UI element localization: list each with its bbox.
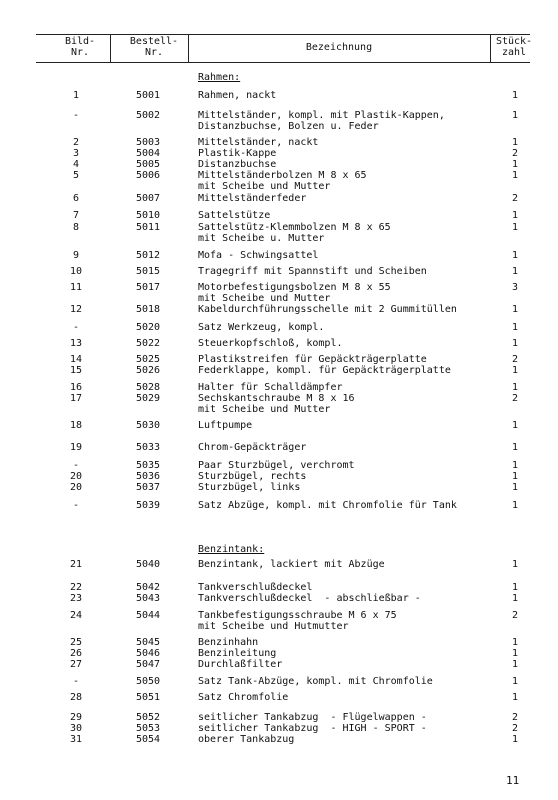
- part-quantity: 1: [511, 637, 519, 648]
- part-bild-nr: 2: [72, 137, 80, 148]
- part-description: mit Scheibe und Mutter: [198, 404, 331, 415]
- part-bestell-nr: 5025: [136, 354, 161, 365]
- part-bild-nr: 13: [69, 338, 83, 349]
- part-description: Sturzbügel, rechts: [198, 471, 307, 482]
- part-bild-nr: 15: [69, 365, 83, 376]
- part-description: mit Scheibe u. Mutter: [198, 233, 325, 244]
- part-bild-nr: 3: [72, 148, 80, 159]
- part-description: Mittelständer, kompl. mit Plastik-Kappen,: [198, 110, 445, 121]
- part-bild-nr: 14: [69, 354, 83, 365]
- part-quantity: 1: [511, 460, 519, 471]
- part-quantity: 1: [511, 482, 519, 493]
- part-description: Sattelstütz-Klemmbolzen M 8 x 65: [198, 222, 391, 233]
- part-bild-nr: 8: [72, 222, 80, 233]
- part-quantity: 1: [511, 266, 519, 277]
- part-quantity: 1: [511, 559, 519, 570]
- header-bestell-nr: [120, 36, 188, 58]
- header-bottom-rule: [36, 62, 530, 63]
- part-description: Tankverschlußdeckel - abschließbar -: [198, 593, 421, 604]
- part-bestell-nr: 5044: [136, 610, 161, 621]
- part-bild-nr: 26: [69, 648, 83, 659]
- part-description: seitlicher Tankabzug - HIGH - SPORT -: [198, 723, 427, 734]
- part-bestell-nr: 5020: [136, 322, 161, 333]
- part-description: mit Scheibe und Mutter: [198, 181, 331, 192]
- part-description: Satz Tank-Abzüge, kompl. mit Chromfolie: [198, 676, 433, 687]
- part-quantity: 1: [511, 442, 519, 453]
- part-description: Paar Sturzbügel, verchromt: [198, 460, 355, 471]
- part-quantity: 3: [511, 282, 519, 293]
- part-quantity: 1: [511, 90, 519, 101]
- part-bild-nr: -: [72, 110, 80, 121]
- part-quantity: 1: [511, 420, 519, 431]
- part-bestell-nr: 5047: [136, 659, 161, 670]
- part-bild-nr: 30: [69, 723, 83, 734]
- part-bild-nr: 18: [69, 420, 83, 431]
- part-bestell-nr: 5003: [136, 137, 161, 148]
- part-bild-nr: -: [72, 676, 80, 687]
- part-quantity: 2: [511, 393, 519, 404]
- part-description: Federklappe, kompl. für Gepäckträgerplatte: [198, 365, 451, 376]
- page-number: 11: [506, 774, 520, 787]
- part-description: Benzinhahn: [198, 637, 259, 648]
- part-quantity: 1: [511, 582, 519, 593]
- header-bestell-line1: Bestell-: [129, 36, 179, 47]
- header-stueck-line1: Stück-: [495, 36, 533, 47]
- part-bestell-nr: 5043: [136, 593, 161, 604]
- part-bestell-nr: 5004: [136, 148, 161, 159]
- part-bestell-nr: 5006: [136, 170, 161, 181]
- part-bild-nr: 23: [69, 593, 83, 604]
- part-quantity: 1: [511, 382, 519, 393]
- header-bild-line2: Nr.: [70, 47, 90, 58]
- part-bestell-nr: 5015: [136, 266, 161, 277]
- part-description: Plastik-Kappe: [198, 148, 277, 159]
- header-bild-nr: [50, 36, 110, 58]
- part-bestell-nr: 5026: [136, 365, 161, 376]
- part-bild-nr: 12: [69, 304, 83, 315]
- part-quantity: 2: [511, 193, 519, 204]
- part-quantity: 2: [511, 723, 519, 734]
- part-bild-nr: 16: [69, 382, 83, 393]
- part-bild-nr: 9: [72, 250, 80, 261]
- part-description: Mofa - Schwingsattel: [198, 250, 319, 261]
- part-description: Durchlaßfilter: [198, 659, 283, 670]
- part-description: Mittelständerbolzen M 8 x 65: [198, 170, 367, 181]
- part-quantity: 1: [511, 659, 519, 670]
- part-bild-nr: 20: [69, 482, 83, 493]
- part-quantity: 1: [511, 734, 519, 745]
- part-bestell-nr: 5052: [136, 712, 161, 723]
- header-stueck-line2: zahl: [501, 47, 527, 58]
- part-description: Tankverschlußdeckel: [198, 582, 313, 593]
- section-title: Rahmen:: [198, 72, 241, 83]
- header-bestell-line2: Nr.: [144, 47, 164, 58]
- part-bild-nr: 17: [69, 393, 83, 404]
- part-bestell-nr: 5051: [136, 692, 161, 703]
- part-description: Luftpumpe: [198, 420, 253, 431]
- part-bestell-nr: 5001: [136, 90, 161, 101]
- part-bestell-nr: 5050: [136, 676, 161, 687]
- part-description: Sattelstütze: [198, 210, 271, 221]
- part-bild-nr: 4: [72, 159, 80, 170]
- part-bild-nr: 7: [72, 210, 80, 221]
- part-description: Distanzbuchse, Bolzen u. Feder: [198, 121, 379, 132]
- part-description: Steuerkopfschloß, kompl.: [198, 338, 343, 349]
- part-description: Mittelständerfeder: [198, 193, 307, 204]
- part-description: seitlicher Tankabzug - Flügelwappen -: [198, 712, 427, 723]
- section-title: Benzintank:: [198, 544, 265, 555]
- part-quantity: 1: [511, 159, 519, 170]
- part-quantity: 1: [511, 137, 519, 148]
- header-stueckzahl: [490, 36, 538, 58]
- part-bestell-nr: 5037: [136, 482, 161, 493]
- part-bestell-nr: 5018: [136, 304, 161, 315]
- part-quantity: 1: [511, 471, 519, 482]
- part-description: Rahmen, nackt: [198, 90, 277, 101]
- part-bild-nr: 6: [72, 193, 80, 204]
- part-description: oberer Tankabzug: [198, 734, 295, 745]
- part-bild-nr: 11: [69, 282, 83, 293]
- part-quantity: 1: [511, 648, 519, 659]
- part-bild-nr: 5: [72, 170, 80, 181]
- part-bild-nr: 21: [69, 559, 83, 570]
- part-description: Plastikstreifen für Gepäckträgerplatte: [198, 354, 427, 365]
- part-description: mit Scheibe und Hutmutter: [198, 621, 349, 632]
- part-bild-nr: 19: [69, 442, 83, 453]
- part-bestell-nr: 5046: [136, 648, 161, 659]
- part-quantity: 1: [511, 676, 519, 687]
- part-description: Satz Chromfolie: [198, 692, 289, 703]
- part-quantity: 1: [511, 338, 519, 349]
- part-description: Benzinleitung: [198, 648, 277, 659]
- part-bestell-nr: 5040: [136, 559, 161, 570]
- part-bild-nr: 22: [69, 582, 83, 593]
- header-divider: [110, 34, 111, 62]
- part-bestell-nr: 5007: [136, 193, 161, 204]
- part-description: Tragegriff mit Spannstift und Scheiben: [198, 266, 427, 277]
- part-quantity: 1: [511, 304, 519, 315]
- part-quantity: 1: [511, 692, 519, 703]
- part-bestell-nr: 5002: [136, 110, 161, 121]
- part-quantity: 2: [511, 148, 519, 159]
- part-bild-nr: -: [72, 500, 80, 511]
- part-bestell-nr: 5029: [136, 393, 161, 404]
- part-bild-nr: 31: [69, 734, 83, 745]
- part-bestell-nr: 5054: [136, 734, 161, 745]
- header-bild-line1: Bild-: [64, 36, 96, 47]
- part-description: Sturzbügel, links: [198, 482, 301, 493]
- part-description: Mittelständer, nackt: [198, 137, 319, 148]
- part-quantity: 2: [511, 610, 519, 621]
- part-description: Benzintank, lackiert mit Abzüge: [198, 559, 385, 570]
- part-quantity: 1: [511, 110, 519, 121]
- part-bestell-nr: 5022: [136, 338, 161, 349]
- part-description: Chrom-Gepäckträger: [198, 442, 307, 453]
- part-description: Distanzbuchse: [198, 159, 277, 170]
- part-quantity: 1: [511, 250, 519, 261]
- part-bild-nr: 25: [69, 637, 83, 648]
- part-bild-nr: 1: [72, 90, 80, 101]
- part-bestell-nr: 5045: [136, 637, 161, 648]
- part-bild-nr: 24: [69, 610, 83, 621]
- part-description: Sechskantschraube M 8 x 16: [198, 393, 355, 404]
- part-bild-nr: 28: [69, 692, 83, 703]
- part-bild-nr: 29: [69, 712, 83, 723]
- part-description: mit Scheibe und Mutter: [198, 293, 331, 304]
- part-description: Motorbefestigungsbolzen M 8 x 55: [198, 282, 391, 293]
- part-description: Kabeldurchführungsschelle mit 2 Gummitüllen: [198, 304, 457, 315]
- part-bestell-nr: 5036: [136, 471, 161, 482]
- part-description: Tankbefestigungsschraube M 6 x 75: [198, 610, 397, 621]
- part-description: Satz Werkzeug, kompl.: [198, 322, 325, 333]
- part-quantity: 1: [511, 593, 519, 604]
- part-description: Halter für Schalldämpfer: [198, 382, 343, 393]
- part-bild-nr: 10: [69, 266, 83, 277]
- part-quantity: 1: [511, 322, 519, 333]
- part-bild-nr: 20: [69, 471, 83, 482]
- part-quantity: 1: [511, 222, 519, 233]
- part-bestell-nr: 5028: [136, 382, 161, 393]
- part-quantity: 2: [511, 712, 519, 723]
- part-bestell-nr: 5035: [136, 460, 161, 471]
- part-bestell-nr: 5033: [136, 442, 161, 453]
- part-quantity: 1: [511, 365, 519, 376]
- part-bestell-nr: 5011: [136, 222, 161, 233]
- part-bestell-nr: 5053: [136, 723, 161, 734]
- part-bestell-nr: 5039: [136, 500, 161, 511]
- part-quantity: 2: [511, 354, 519, 365]
- part-quantity: 1: [511, 170, 519, 181]
- part-bestell-nr: 5005: [136, 159, 161, 170]
- header-bezeichnung: Bezeichnung: [305, 42, 373, 53]
- part-bestell-nr: 5042: [136, 582, 161, 593]
- part-description: Satz Abzüge, kompl. mit Chromfolie für Tank: [198, 500, 457, 511]
- part-bestell-nr: 5012: [136, 250, 161, 261]
- part-bild-nr: -: [72, 460, 80, 471]
- part-bild-nr: -: [72, 322, 80, 333]
- part-bestell-nr: 5030: [136, 420, 161, 431]
- part-quantity: 1: [511, 500, 519, 511]
- part-bestell-nr: 5017: [136, 282, 161, 293]
- part-quantity: 1: [511, 210, 519, 221]
- part-bestell-nr: 5010: [136, 210, 161, 221]
- part-bild-nr: 27: [69, 659, 83, 670]
